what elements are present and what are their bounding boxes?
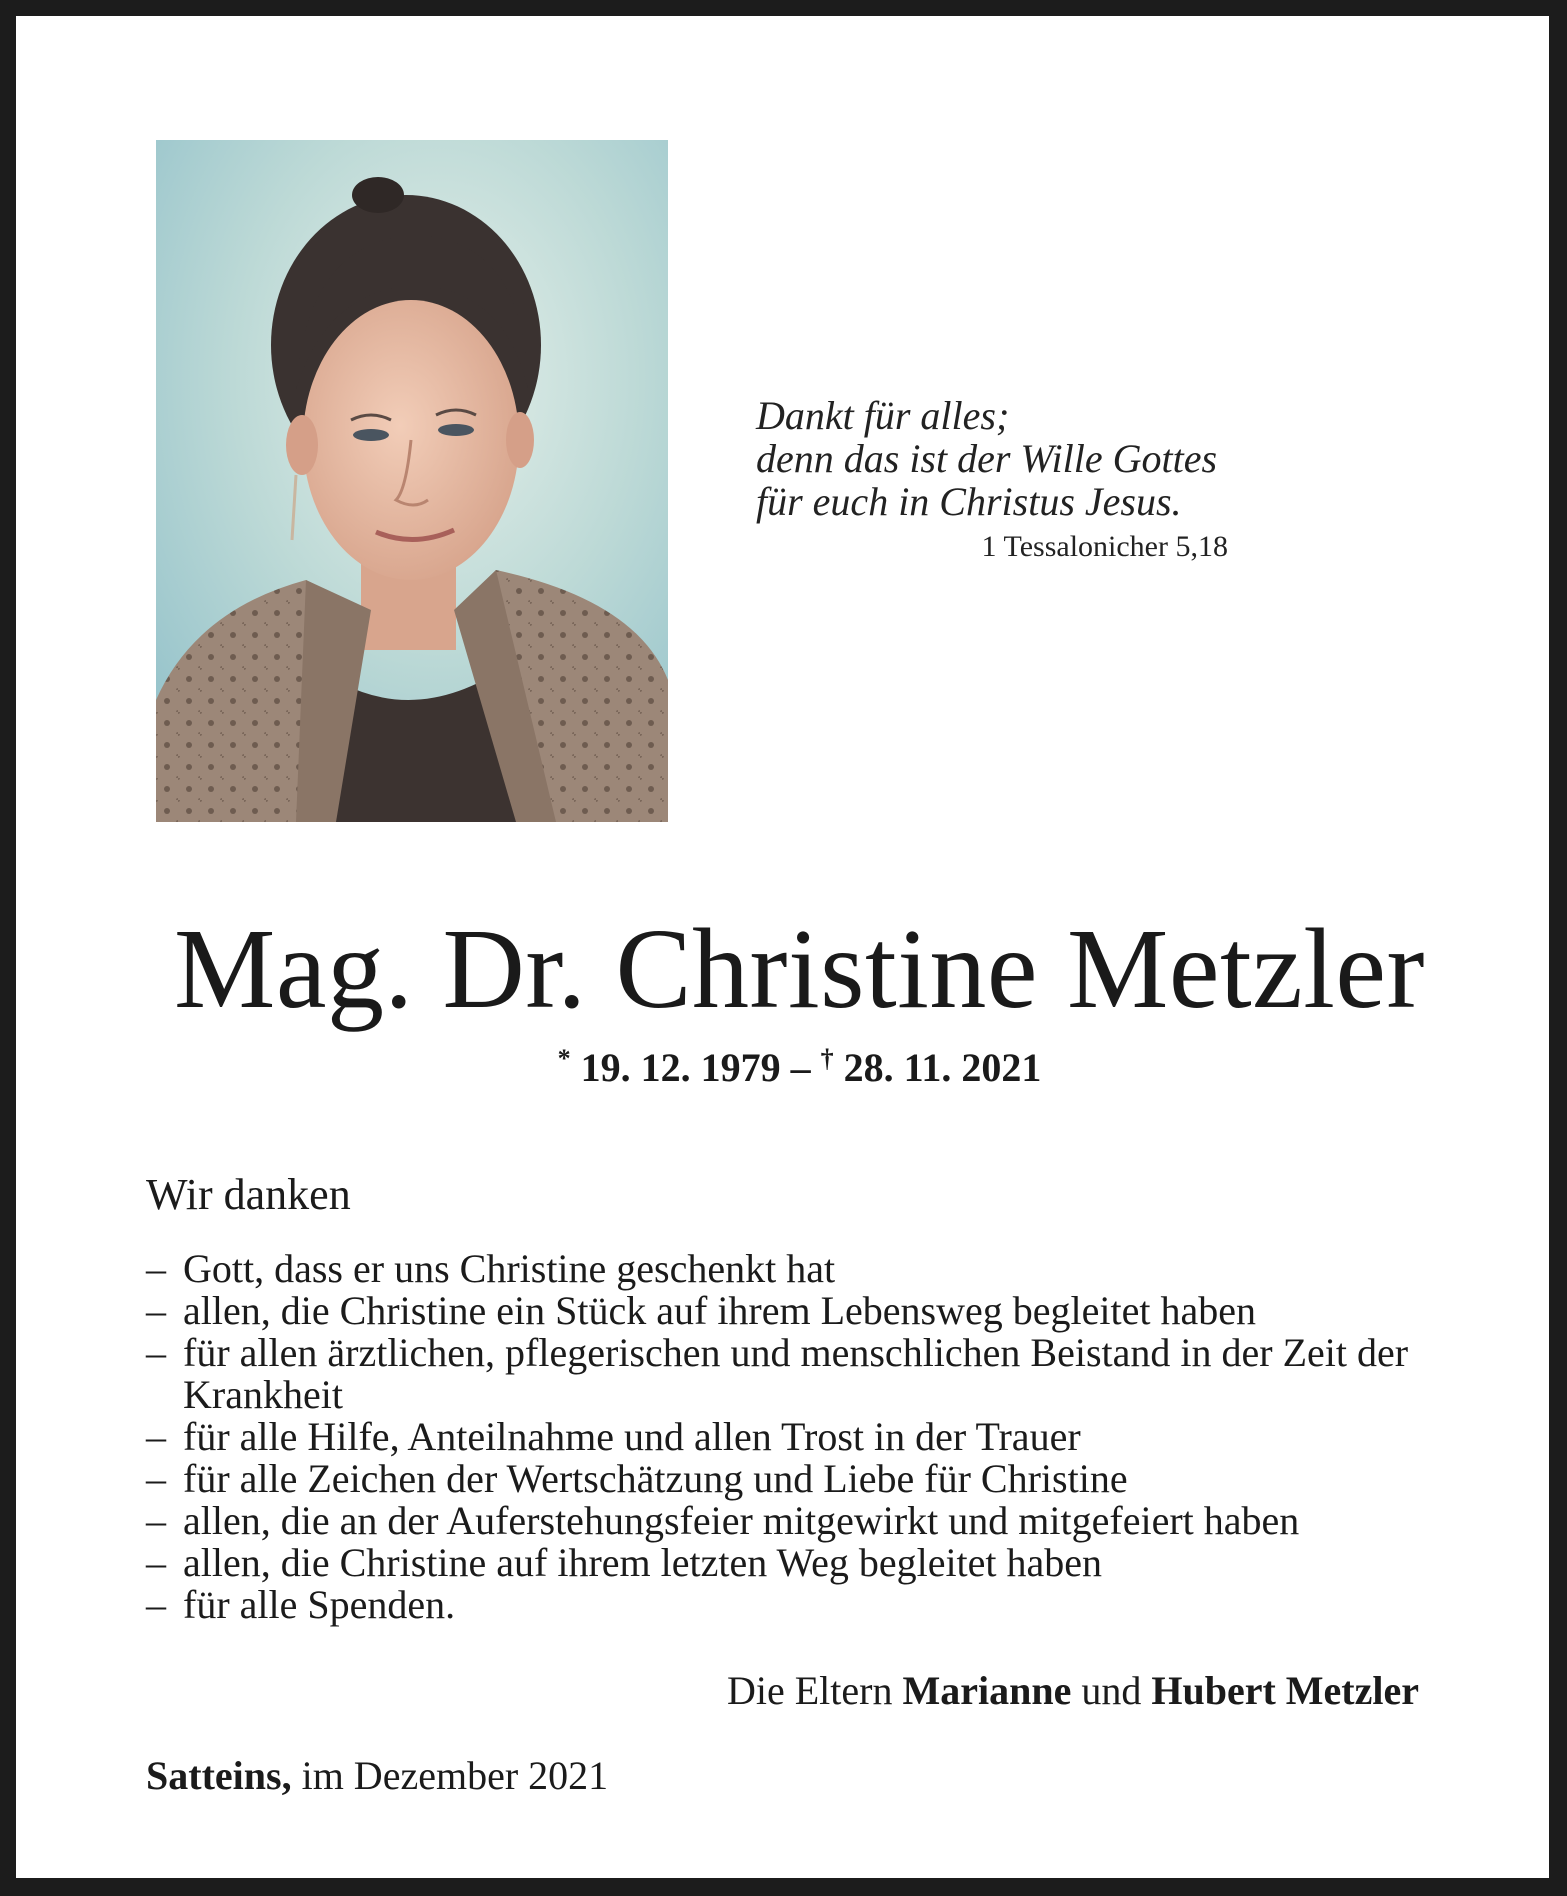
birth-date: 19. 12. 1979 <box>580 1045 781 1090</box>
list-item-text: allen, die an der Auferstehungsfeier mitgewirkt und mitgefeiert haben <box>183 1498 1300 1543</box>
list-dash: – <box>146 1246 166 1291</box>
list-item <box>146 1458 1466 1500</box>
life-dates <box>16 1034 1567 1093</box>
list-dash: – <box>146 1414 166 1459</box>
list-item-text: allen, die Christine ein Stück auf ihrem Lebensweg begleitet haben <box>183 1288 1256 1333</box>
signature-conjunction: und <box>1081 1668 1142 1713</box>
list-item <box>146 1248 1466 1290</box>
list-dash: – <box>146 1582 166 1627</box>
verse-reference: 1 Tessalonicher 5,18 <box>981 530 1228 563</box>
list-item-text: für alle Hilfe, Anteilnahme und allen Trost in der Trauer <box>183 1414 1081 1459</box>
verse-line-1: Dankt für alles; <box>756 393 1010 438</box>
signature-prefix: Die Eltern <box>726 1668 893 1713</box>
deceased-name: Mag. Dr. Christine Metzler <box>174 905 1425 1032</box>
list-item <box>146 1542 1466 1584</box>
list-item-text: für alle Spenden. <box>183 1582 456 1627</box>
list-item <box>146 1290 1466 1332</box>
signature-name-2: Hubert Metzler <box>1151 1668 1419 1713</box>
signature-name-1: Marianne <box>902 1668 1072 1713</box>
place-town: Satteins, <box>146 1753 292 1798</box>
list-dash: – <box>146 1498 166 1543</box>
list-item <box>146 1332 1466 1416</box>
list-dash: – <box>146 1330 166 1375</box>
birth-mark: * <box>557 1044 571 1073</box>
list-item <box>146 1416 1466 1458</box>
place-date <box>146 1751 608 1801</box>
thanks-heading: Wir danken <box>146 1170 351 1219</box>
place-month: im Dezember 2021 <box>301 1753 609 1798</box>
list-item-text: Gott, dass er uns Christine geschenkt hat <box>183 1246 836 1291</box>
thanks-list <box>146 1248 1466 1626</box>
list-item-text: allen, die Christine auf ihrem letzten Weg begleitet haben <box>183 1540 1103 1585</box>
list-item <box>146 1584 1466 1626</box>
death-date: 28. 11. 2021 <box>843 1045 1042 1090</box>
date-separator: – <box>790 1045 811 1090</box>
list-item <box>146 1500 1466 1542</box>
portrait-photo <box>156 140 668 822</box>
death-mark: † <box>820 1044 834 1073</box>
list-item-text: für alle Zeichen der Wertschätzung und Liebe für Christine <box>183 1456 1128 1501</box>
list-dash: – <box>146 1540 166 1585</box>
list-item-text: für allen ärztlichen, pflegerischen und menschlichen Beistand in der Zeit der Krankheit <box>183 1330 1409 1417</box>
signature <box>727 1666 1419 1716</box>
list-dash: – <box>146 1288 166 1333</box>
verse-line-2: denn das ist der Wille Gottes <box>756 436 1218 481</box>
verse-line-3: für euch in Christus Jesus. <box>756 479 1182 524</box>
bible-verse <box>756 394 1236 567</box>
list-dash: – <box>146 1456 166 1501</box>
